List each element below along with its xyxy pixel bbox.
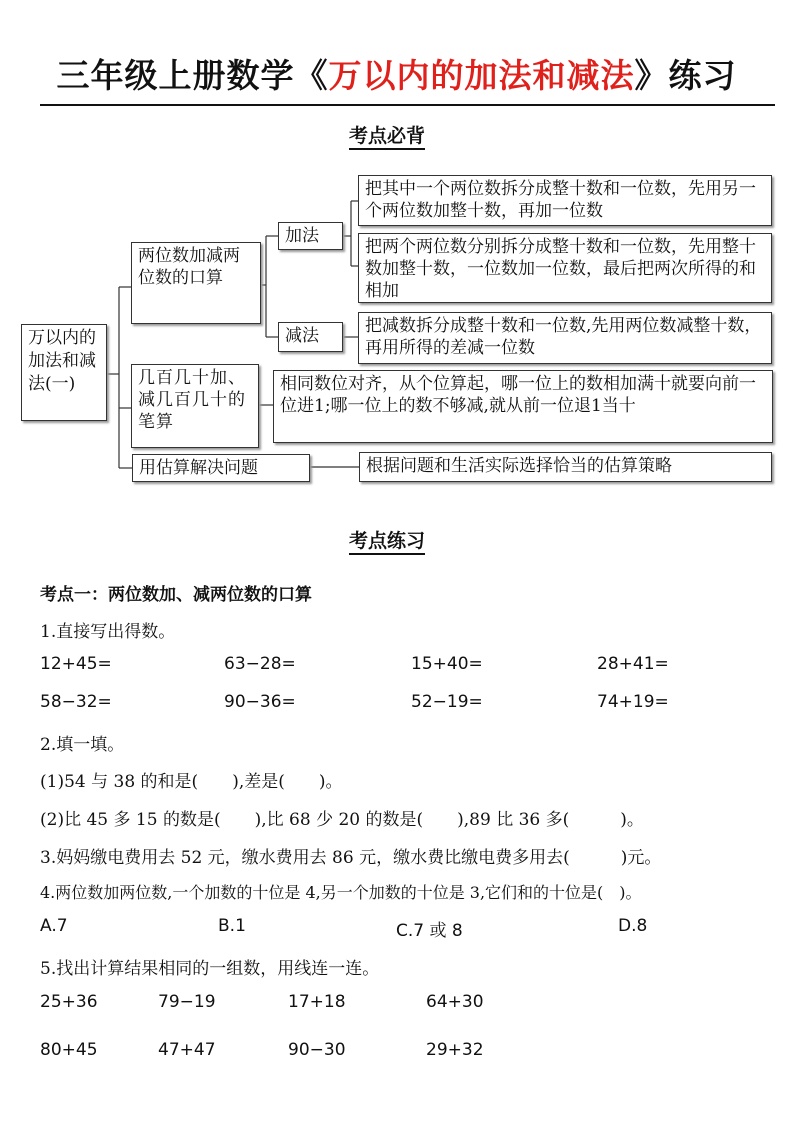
q1-item: 12+45=: [40, 654, 112, 674]
q4-option: C.7 或 8: [396, 921, 463, 941]
q5-expression: 29+32: [426, 1040, 484, 1060]
q1-item: 28+41=: [597, 654, 669, 674]
q1-item: 52−19=: [411, 692, 483, 712]
q5-expression: 17+18: [288, 992, 346, 1012]
question-2-prompt: 2.填一填。: [40, 735, 125, 755]
section-heading-practice: 考点练习: [349, 530, 425, 555]
diagram-addition-label: 加法: [278, 222, 343, 250]
title-highlight: 万以内的加法和减法: [328, 56, 635, 95]
diagram-subtraction-label: 减法: [278, 322, 343, 352]
q5-expression: 64+30: [426, 992, 484, 1012]
q4-option: D.8: [618, 916, 648, 936]
question-3: 3.妈妈缴电费用去 52 元，缴水费用去 86 元，缴水费比缴电费多用去( )元。: [40, 848, 662, 868]
q5-expression: 25+36: [40, 992, 98, 1012]
q1-item: 58−32=: [40, 692, 112, 712]
diagram-branch-oral-calc: 两位数加减两位数的口算: [131, 242, 261, 324]
diagram-addition-rule-2: 把两个两位数分别拆分成整十数和一位数，先用整十数加整十数，一位数加一位数，最后把两次所得的和相加: [358, 233, 772, 303]
diagram-written-calc-rule: 相同数位对齐，从个位算起，哪一位上的数相加满十就要向前一位进1;哪一位上的数不够减,就从前一位退1当十: [273, 370, 773, 443]
q1-item: 63−28=: [224, 654, 296, 674]
diagram-root: 万以内的加法和减法(一): [21, 324, 107, 421]
question-1-prompt: 1.直接写出得数。: [40, 622, 176, 642]
question-4-prompt: 4.两位数加两位数,一个加数的十位是 4,另一个加数的十位是 3,它们和的十位是( )。: [40, 883, 642, 902]
q1-item: 74+19=: [597, 692, 669, 712]
q4-option: B.1: [218, 916, 246, 936]
question-5-prompt: 5.找出计算结果相同的一组数，用线连一连。: [40, 959, 380, 979]
q5-expression: 47+47: [158, 1040, 216, 1060]
q5-expression: 80+45: [40, 1040, 98, 1060]
diagram-branch-written-calc: 几百几十加、减几百几十的笔算: [131, 364, 259, 448]
q1-item: 15+40=: [411, 654, 483, 674]
diagram-addition-rule-1: 把其中一个两位数拆分成整十数和一位数，先用另一个两位数加整十数，再加一位数: [358, 175, 772, 226]
question-2-part-1: (1)54 与 38 的和是( ),差是( )。: [40, 772, 343, 792]
diagram-branch-estimation: 用估算解决问题: [132, 454, 310, 482]
q1-item: 90−36=: [224, 692, 296, 712]
q4-option: A.7: [40, 916, 68, 936]
question-2-part-2: (2)比 45 多 15 的数是( ),比 68 少 20 的数是( ),89 比 36 多( )。: [40, 810, 644, 830]
q5-expression: 90−30: [288, 1040, 346, 1060]
diagram-subtraction-rule: 把减数拆分成整十数和一位数,先用两位数减整十数，再用所得的差减一位数: [358, 312, 772, 364]
diagram-estimation-rule: 根据问题和生活实际选择恰当的估算策略: [359, 452, 772, 482]
topic-heading: 考点一：两位数加、减两位数的口算: [40, 585, 312, 605]
section-heading-memorize: 考点必背: [349, 125, 425, 150]
q5-expression: 79−19: [158, 992, 216, 1012]
page-title: 三年级上册数学《万以内的加法和减法》练习: [56, 56, 737, 95]
